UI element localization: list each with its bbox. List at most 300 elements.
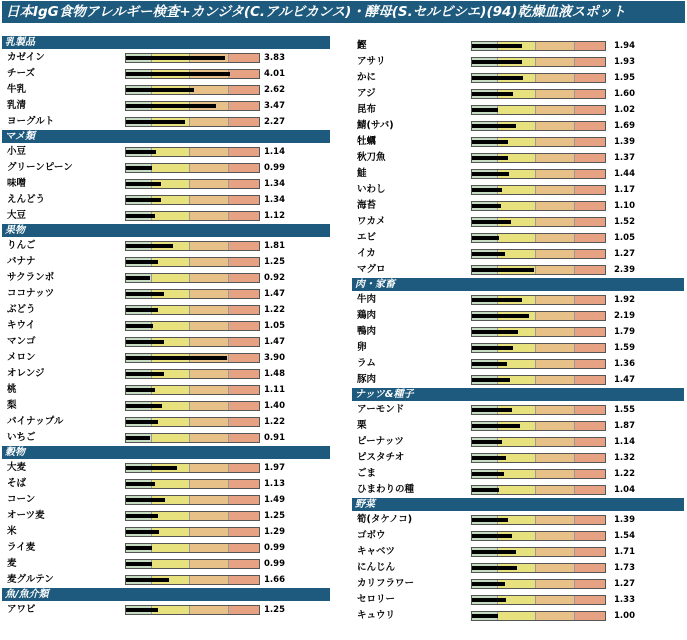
zone-1 bbox=[497, 486, 536, 494]
value-fill bbox=[472, 188, 502, 192]
value-label: 1.34 bbox=[264, 179, 285, 189]
level-bar bbox=[125, 401, 260, 411]
level-bar bbox=[471, 201, 606, 211]
value-label: 1.11 bbox=[264, 385, 285, 395]
zone-2 bbox=[535, 266, 574, 274]
food-label: アサリ bbox=[357, 56, 386, 67]
zone-1 bbox=[151, 148, 190, 156]
zone-3 bbox=[228, 496, 259, 504]
zone-2 bbox=[535, 454, 574, 462]
food-label: ゴボウ bbox=[357, 530, 386, 541]
food-label: アワビ bbox=[7, 604, 36, 615]
food-row bbox=[357, 70, 684, 86]
zone-3 bbox=[574, 266, 605, 274]
value-fill bbox=[472, 124, 516, 128]
value-fill bbox=[126, 260, 158, 264]
zone-1 bbox=[151, 212, 190, 220]
food-row bbox=[357, 434, 684, 450]
value-label: 1.05 bbox=[614, 233, 635, 243]
zone-2 bbox=[189, 402, 228, 410]
zone-2 bbox=[189, 196, 228, 204]
zone-3 bbox=[574, 328, 605, 336]
food-label: にんじん bbox=[357, 562, 396, 573]
zone-2 bbox=[535, 486, 574, 494]
zone-1 bbox=[497, 234, 536, 242]
value-label: 1.33 bbox=[614, 595, 635, 605]
level-bar bbox=[125, 559, 260, 569]
value-fill bbox=[472, 440, 502, 444]
food-row bbox=[7, 302, 330, 318]
zone-3 bbox=[228, 480, 259, 488]
food-label: いちご bbox=[7, 432, 36, 443]
value-fill bbox=[126, 372, 164, 376]
zone-2 bbox=[189, 242, 228, 250]
zone-2 bbox=[535, 532, 574, 540]
zone-3 bbox=[574, 312, 605, 320]
zone-2 bbox=[189, 606, 228, 614]
value-label: 1.10 bbox=[614, 201, 635, 211]
value-label: 1.92 bbox=[614, 295, 635, 305]
food-row bbox=[357, 576, 684, 592]
zone-2 bbox=[535, 138, 574, 146]
level-bar bbox=[125, 289, 260, 299]
value-label: 1.59 bbox=[614, 343, 635, 353]
food-label: そば bbox=[7, 478, 27, 489]
food-label: 味噌 bbox=[7, 178, 27, 189]
food-row bbox=[357, 308, 684, 324]
value-label: 0.91 bbox=[264, 433, 285, 443]
value-label: 1.05 bbox=[264, 321, 285, 331]
zone-3 bbox=[228, 258, 259, 266]
zone-2 bbox=[189, 576, 228, 584]
food-label: コーン bbox=[7, 494, 36, 505]
zone-3 bbox=[574, 138, 605, 146]
value-label: 1.39 bbox=[614, 137, 635, 147]
food-label: 牡蠣 bbox=[357, 136, 377, 147]
category-header: 乳製品 bbox=[2, 36, 330, 49]
zone-2 bbox=[189, 464, 228, 472]
food-row bbox=[7, 160, 330, 176]
food-label: ピーナッツ bbox=[357, 436, 404, 447]
food-row bbox=[7, 98, 330, 114]
level-bar bbox=[471, 595, 606, 605]
food-label: りんご bbox=[7, 240, 36, 251]
food-label: 乳清 bbox=[7, 100, 27, 111]
value-fill bbox=[126, 608, 158, 612]
food-label: キュウリ bbox=[357, 610, 396, 621]
value-label: 1.93 bbox=[614, 57, 635, 67]
food-row bbox=[7, 602, 330, 618]
food-label: 鮭 bbox=[357, 168, 367, 179]
zone-3 bbox=[574, 406, 605, 414]
zone-2 bbox=[535, 470, 574, 478]
value-fill bbox=[472, 204, 501, 208]
zone-2 bbox=[189, 434, 228, 442]
zone-3 bbox=[228, 306, 259, 314]
value-label: 1.27 bbox=[614, 579, 635, 589]
level-bar bbox=[471, 169, 606, 179]
zone-3 bbox=[228, 274, 259, 282]
zone-2 bbox=[535, 360, 574, 368]
value-fill bbox=[472, 472, 504, 476]
value-label: 3.47 bbox=[264, 101, 285, 111]
zone-3 bbox=[228, 196, 259, 204]
zone-2 bbox=[189, 306, 228, 314]
zone-2 bbox=[535, 406, 574, 414]
level-bar bbox=[125, 211, 260, 221]
value-fill bbox=[472, 456, 506, 460]
level-bar bbox=[125, 605, 260, 615]
food-row bbox=[357, 118, 684, 134]
zone-3 bbox=[228, 402, 259, 410]
food-label: カゼイン bbox=[7, 52, 45, 63]
level-bar bbox=[471, 41, 606, 51]
food-row bbox=[7, 572, 330, 588]
value-fill bbox=[126, 340, 164, 344]
zone-3 bbox=[228, 560, 259, 568]
level-bar bbox=[125, 511, 260, 521]
zone-3 bbox=[228, 606, 259, 614]
food-row bbox=[357, 592, 684, 608]
food-row bbox=[7, 318, 330, 334]
zone-1 bbox=[151, 322, 190, 330]
level-bar bbox=[125, 527, 260, 537]
food-row bbox=[357, 608, 684, 624]
zone-2 bbox=[535, 154, 574, 162]
level-bar bbox=[125, 147, 260, 157]
value-fill bbox=[126, 388, 155, 392]
food-row bbox=[7, 492, 330, 508]
food-row bbox=[7, 82, 330, 98]
value-fill bbox=[472, 614, 498, 618]
zone-3 bbox=[574, 516, 605, 524]
food-label: 麦 bbox=[7, 558, 17, 569]
food-row bbox=[7, 286, 330, 302]
zone-2 bbox=[189, 480, 228, 488]
food-row bbox=[7, 414, 330, 430]
food-label: 梨 bbox=[7, 400, 17, 411]
zone-3 bbox=[228, 354, 259, 362]
food-label: サクランボ bbox=[7, 272, 55, 283]
zone-1 bbox=[151, 386, 190, 394]
zone-3 bbox=[574, 612, 605, 620]
zone-3 bbox=[574, 564, 605, 572]
value-label: 1.25 bbox=[264, 511, 285, 521]
value-label: 1.44 bbox=[614, 169, 635, 179]
value-label: 0.99 bbox=[264, 543, 285, 553]
level-bar bbox=[125, 85, 260, 95]
zone-3 bbox=[574, 344, 605, 352]
value-label: 1.71 bbox=[614, 547, 635, 557]
value-fill bbox=[472, 172, 509, 176]
value-label: 1.94 bbox=[614, 41, 635, 51]
food-row bbox=[357, 102, 684, 118]
zone-3 bbox=[574, 90, 605, 98]
food-label: えんどう bbox=[7, 194, 46, 205]
zone-3 bbox=[228, 528, 259, 536]
zone-3 bbox=[574, 234, 605, 242]
food-row bbox=[357, 262, 684, 278]
zone-3 bbox=[228, 70, 259, 78]
zone-2 bbox=[535, 312, 574, 320]
value-label: 0.99 bbox=[264, 559, 285, 569]
food-row bbox=[7, 114, 330, 130]
value-fill bbox=[472, 518, 508, 522]
level-bar bbox=[125, 417, 260, 427]
zone-1 bbox=[151, 164, 190, 172]
food-row bbox=[357, 356, 684, 372]
zone-3 bbox=[228, 118, 259, 126]
value-fill bbox=[472, 156, 508, 160]
zone-2 bbox=[189, 180, 228, 188]
level-bar bbox=[125, 495, 260, 505]
value-fill bbox=[126, 530, 159, 534]
zone-3 bbox=[228, 290, 259, 298]
zone-3 bbox=[228, 180, 259, 188]
level-bar bbox=[471, 453, 606, 463]
value-fill bbox=[472, 108, 498, 112]
zone-3 bbox=[228, 370, 259, 378]
food-row bbox=[357, 528, 684, 544]
category-header: 魚/魚介類 bbox=[2, 588, 330, 601]
zone-2 bbox=[535, 516, 574, 524]
zone-3 bbox=[574, 218, 605, 226]
level-bar bbox=[471, 233, 606, 243]
value-fill bbox=[126, 276, 150, 280]
zone-2 bbox=[189, 118, 228, 126]
zone-3 bbox=[574, 438, 605, 446]
value-fill bbox=[472, 550, 516, 554]
food-label: パイナップル bbox=[7, 416, 64, 427]
level-bar bbox=[125, 575, 260, 585]
zone-2 bbox=[189, 386, 228, 394]
value-fill bbox=[126, 404, 162, 408]
level-bar bbox=[471, 311, 606, 321]
food-label: 桃 bbox=[7, 384, 17, 395]
level-bar bbox=[471, 295, 606, 305]
value-fill bbox=[126, 150, 156, 154]
food-row bbox=[357, 182, 684, 198]
zone-3 bbox=[228, 164, 259, 172]
zone-2 bbox=[189, 274, 228, 282]
value-fill bbox=[472, 362, 507, 366]
value-fill bbox=[126, 466, 177, 470]
value-label: 1.22 bbox=[264, 417, 285, 427]
value-label: 4.01 bbox=[264, 69, 285, 79]
zone-3 bbox=[574, 250, 605, 258]
level-bar bbox=[125, 337, 260, 347]
zone-3 bbox=[574, 422, 605, 430]
zone-1 bbox=[151, 480, 190, 488]
value-fill bbox=[126, 482, 155, 486]
zone-2 bbox=[189, 544, 228, 552]
value-label: 1.29 bbox=[264, 527, 285, 537]
value-fill bbox=[472, 140, 508, 144]
food-label: 鶏肉 bbox=[357, 310, 377, 321]
food-label: 大麦 bbox=[7, 462, 27, 473]
food-label: エビ bbox=[357, 232, 377, 243]
zone-3 bbox=[228, 54, 259, 62]
level-bar bbox=[471, 249, 606, 259]
value-label: 1.47 bbox=[614, 375, 635, 385]
level-bar bbox=[125, 463, 260, 473]
food-label: 豚肉 bbox=[357, 374, 377, 385]
zone-3 bbox=[574, 186, 605, 194]
level-bar bbox=[125, 353, 260, 363]
food-label: オーツ麦 bbox=[7, 510, 45, 521]
value-label: 1.22 bbox=[264, 305, 285, 315]
value-label: 2.39 bbox=[614, 265, 635, 275]
food-label: ラム bbox=[357, 358, 376, 369]
zone-3 bbox=[228, 576, 259, 584]
food-label: 牛肉 bbox=[357, 294, 377, 305]
value-fill bbox=[472, 60, 522, 64]
value-label: 1.69 bbox=[614, 121, 635, 131]
food-row bbox=[357, 166, 684, 182]
value-fill bbox=[472, 76, 523, 80]
value-fill bbox=[472, 488, 499, 492]
zone-2 bbox=[189, 212, 228, 220]
value-fill bbox=[126, 120, 185, 124]
value-label: 1.36 bbox=[614, 359, 635, 369]
zone-2 bbox=[189, 370, 228, 378]
value-fill bbox=[472, 566, 517, 570]
zone-2 bbox=[189, 86, 228, 94]
zone-2 bbox=[535, 122, 574, 130]
food-label: キウイ bbox=[7, 320, 36, 331]
food-label: オレンジ bbox=[7, 368, 45, 379]
level-bar bbox=[125, 195, 260, 205]
value-fill bbox=[126, 308, 158, 312]
food-label: 栗 bbox=[357, 420, 367, 431]
zone-1 bbox=[497, 106, 536, 114]
value-fill bbox=[472, 330, 518, 334]
value-label: 1.25 bbox=[264, 605, 285, 615]
food-row bbox=[357, 512, 684, 528]
value-fill bbox=[472, 424, 520, 428]
food-row bbox=[357, 230, 684, 246]
food-row bbox=[357, 86, 684, 102]
value-label: 1.22 bbox=[614, 469, 635, 479]
value-label: 1.55 bbox=[614, 405, 635, 415]
zone-2 bbox=[189, 512, 228, 520]
value-fill bbox=[126, 498, 165, 502]
zone-2 bbox=[535, 90, 574, 98]
value-label: 1.47 bbox=[264, 337, 285, 347]
zone-3 bbox=[228, 512, 259, 520]
food-label: ひまわりの種 bbox=[357, 484, 415, 495]
food-label: ヨーグルト bbox=[7, 116, 55, 127]
zone-1 bbox=[497, 202, 536, 210]
value-label: 2.62 bbox=[264, 85, 285, 95]
food-label: かに bbox=[357, 72, 377, 83]
level-bar bbox=[471, 375, 606, 385]
zone-3 bbox=[228, 386, 259, 394]
value-label: 1.49 bbox=[264, 495, 285, 505]
zone-3 bbox=[228, 338, 259, 346]
level-bar bbox=[125, 163, 260, 173]
zone-2 bbox=[189, 148, 228, 156]
value-fill bbox=[126, 546, 152, 550]
value-fill bbox=[472, 92, 513, 96]
food-row bbox=[7, 508, 330, 524]
zone-2 bbox=[535, 596, 574, 604]
zone-3 bbox=[574, 470, 605, 478]
food-label: 筍(タケノコ) bbox=[357, 514, 413, 525]
value-fill bbox=[126, 562, 152, 566]
category-header: 果物 bbox=[2, 224, 330, 237]
value-label: 1.79 bbox=[614, 327, 635, 337]
zone-1 bbox=[497, 612, 536, 620]
food-row bbox=[7, 192, 330, 208]
level-bar bbox=[471, 343, 606, 353]
zone-2 bbox=[535, 296, 574, 304]
level-bar bbox=[125, 305, 260, 315]
category-header: 野菜 bbox=[352, 498, 684, 511]
food-row bbox=[7, 334, 330, 350]
level-bar bbox=[125, 101, 260, 111]
level-bar bbox=[471, 57, 606, 67]
value-label: 1.66 bbox=[264, 575, 285, 585]
value-fill bbox=[126, 166, 152, 170]
food-label: 海苔 bbox=[357, 200, 377, 211]
food-label: ピスタチオ bbox=[357, 452, 405, 463]
zone-3 bbox=[228, 418, 259, 426]
food-row bbox=[7, 66, 330, 82]
value-label: 1.54 bbox=[614, 531, 635, 541]
food-label: キャベツ bbox=[357, 546, 396, 557]
category-header: マメ類 bbox=[2, 130, 330, 143]
food-row bbox=[357, 54, 684, 70]
food-label: 麦グルテン bbox=[7, 574, 54, 585]
food-row bbox=[7, 254, 330, 270]
zone-3 bbox=[574, 202, 605, 210]
zone-3 bbox=[228, 464, 259, 472]
food-label: 秋刀魚 bbox=[357, 152, 386, 163]
value-label: 1.39 bbox=[614, 515, 635, 525]
zone-2 bbox=[535, 218, 574, 226]
value-label: 2.27 bbox=[264, 117, 285, 127]
value-label: 1.37 bbox=[614, 153, 635, 163]
value-fill bbox=[472, 346, 513, 350]
food-row bbox=[7, 382, 330, 398]
level-bar bbox=[471, 485, 606, 495]
zone-1 bbox=[497, 438, 536, 446]
level-bar bbox=[471, 547, 606, 557]
value-label: 1.27 bbox=[614, 249, 635, 259]
zone-2 bbox=[535, 170, 574, 178]
zone-2 bbox=[189, 322, 228, 330]
value-label: 1.52 bbox=[614, 217, 635, 227]
value-fill bbox=[472, 236, 499, 240]
level-bar bbox=[125, 53, 260, 63]
category-header: 穀物 bbox=[2, 446, 330, 459]
value-label: 1.13 bbox=[264, 479, 285, 489]
value-fill bbox=[472, 220, 511, 224]
value-label: 1.14 bbox=[614, 437, 635, 447]
value-label: 1.14 bbox=[264, 147, 285, 157]
value-label: 1.48 bbox=[264, 369, 285, 379]
food-row bbox=[7, 50, 330, 66]
zone-3 bbox=[228, 148, 259, 156]
zone-2 bbox=[535, 328, 574, 336]
value-label: 3.83 bbox=[264, 53, 285, 63]
food-row bbox=[357, 324, 684, 340]
value-fill bbox=[126, 324, 153, 328]
zone-3 bbox=[228, 544, 259, 552]
zone-2 bbox=[535, 234, 574, 242]
value-label: 1.40 bbox=[264, 401, 285, 411]
